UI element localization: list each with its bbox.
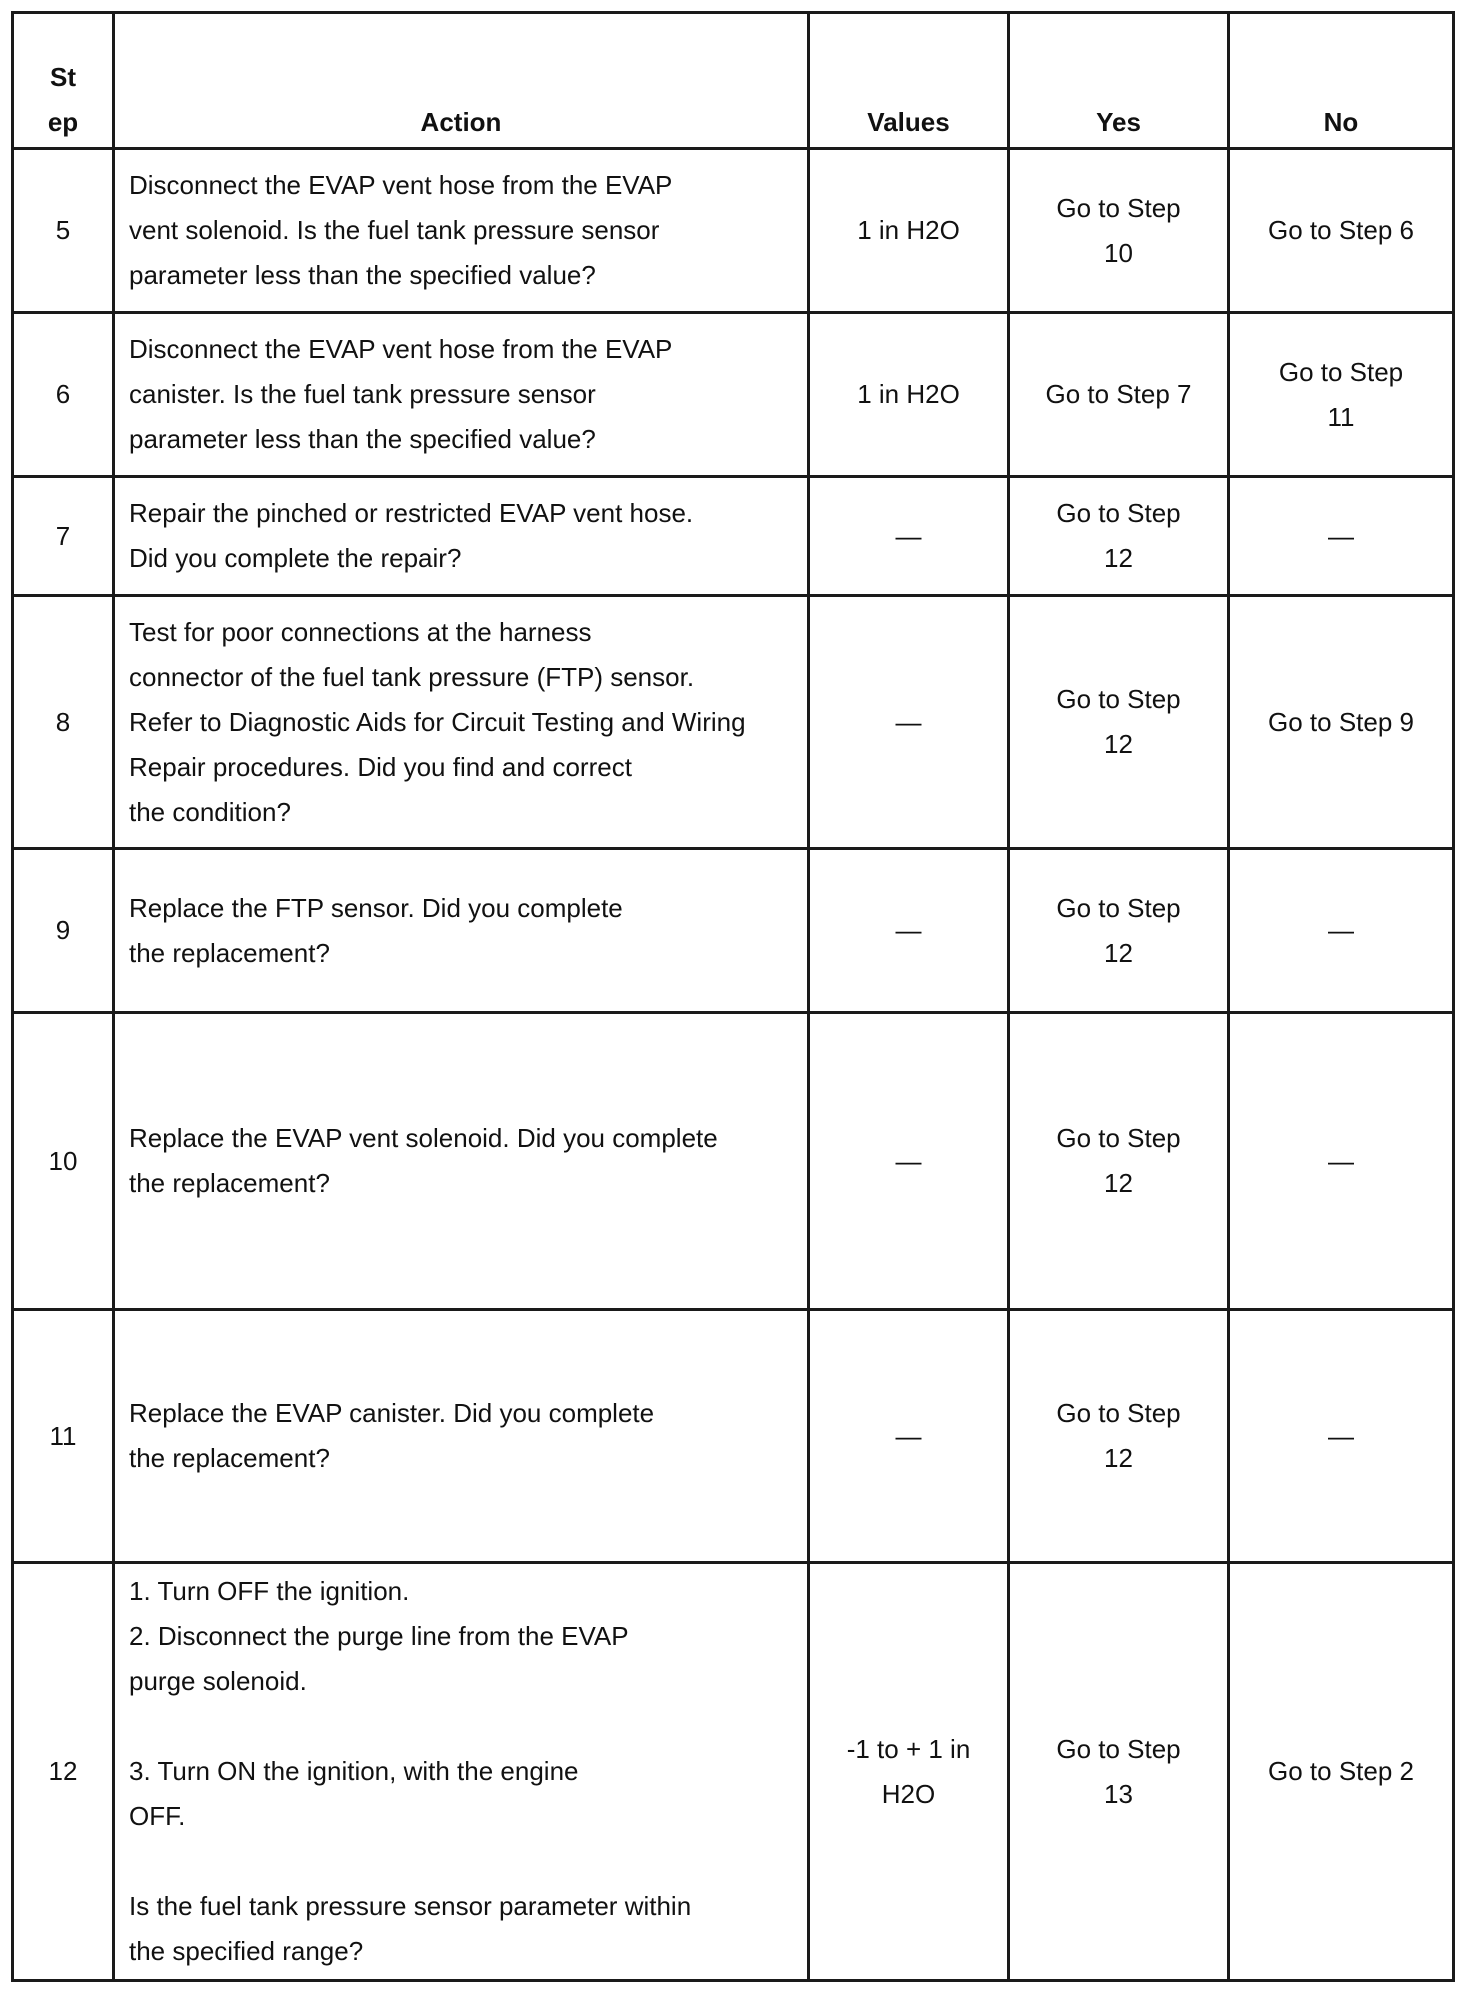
action-line: Replace the EVAP canister. Did you complete (129, 1398, 655, 1428)
no-cell (1229, 1310, 1454, 1563)
yes-line: Go to Step (1056, 684, 1181, 714)
action-text (114, 313, 809, 477)
action-line: 3. Turn ON the ignition, with the engine (129, 1756, 579, 1786)
action-text (114, 1563, 809, 1981)
step-number: 8 (13, 596, 114, 849)
no-line: — (1328, 1145, 1354, 1176)
diagnostic-table (11, 11, 1455, 1982)
yes-line: Go to Step 7 (1045, 379, 1192, 409)
table-row (13, 849, 1454, 1013)
yes-line: Go to Step (1056, 498, 1181, 528)
action-line: 2. Disconnect the purge line from the EVAP (129, 1621, 629, 1651)
value-cell: 1 in H2O (809, 313, 1009, 477)
no-line: — (1328, 915, 1354, 945)
yes-line: 10 (1104, 237, 1133, 268)
no-line: Go to Step (1278, 356, 1404, 387)
yes-line: Go to Step (1056, 1733, 1181, 1764)
action-line: Is the fuel tank pressure sensor parameter within (129, 1891, 692, 1921)
yes-line: Go to Step (1056, 192, 1181, 223)
action-line: Replace the FTP sensor. Did you complete (129, 892, 623, 923)
table-row (13, 1563, 1454, 1981)
action-line: Disconnect the EVAP vent hose from the EVAP (129, 334, 673, 364)
action-line: 1. Turn OFF the ignition. (129, 1576, 410, 1606)
step-number: 11 (13, 1310, 114, 1563)
action-text (114, 849, 809, 1013)
table-row (13, 149, 1454, 313)
yes-line: Go to Step (1056, 892, 1181, 923)
yes-line: Go to Step (1056, 1123, 1181, 1153)
value-cell: — (809, 1310, 1009, 1563)
action-line: Test for poor connections at the harness (129, 616, 592, 647)
action-line: canister. Is the fuel tank pressure sensor (129, 379, 596, 409)
action-line: Repair procedures. Did you find and correct (129, 751, 632, 782)
no-line: — (1328, 1420, 1354, 1451)
action-text (114, 149, 809, 313)
header-row (13, 13, 1454, 149)
header-no: No (1229, 13, 1454, 149)
yes-line: 12 (1104, 1443, 1133, 1473)
yes-cell (1009, 149, 1229, 313)
value-cell: — (809, 596, 1009, 849)
no-cell (1229, 596, 1454, 849)
value-cell: — (809, 849, 1009, 1013)
action-line: vent solenoid. Is the fuel tank pressure sensor (129, 215, 660, 245)
no-line: Go to Step 9 (1268, 706, 1414, 737)
yes-cell (1009, 1563, 1229, 1981)
yes-line: 12 (1104, 1168, 1133, 1198)
yes-cell (1009, 313, 1229, 477)
yes-cell (1009, 1013, 1229, 1310)
no-line: Go to Step 6 (1268, 215, 1414, 245)
no-cell (1229, 477, 1454, 596)
step-number: 7 (13, 477, 114, 596)
value-cell: — (809, 477, 1009, 596)
header-step: St ep (13, 13, 114, 149)
action-line: OFF. (129, 1801, 186, 1831)
action-line (129, 1704, 793, 1749)
table-row (13, 313, 1454, 477)
no-cell (1229, 849, 1454, 1013)
action-line: the condition? (129, 796, 291, 827)
table-row (13, 1310, 1454, 1563)
action-line: Repair the pinched or restricted EVAP vent hose. (129, 498, 694, 528)
no-cell (1229, 1563, 1454, 1981)
action-text (114, 596, 809, 849)
action-line: the replacement? (129, 1168, 330, 1198)
step-number: 9 (13, 849, 114, 1013)
header-yes: Yes (1009, 13, 1229, 149)
action-text (114, 1310, 809, 1563)
action-text (114, 1013, 809, 1310)
step-number: 12 (13, 1563, 114, 1981)
action-line: the replacement? (129, 937, 330, 968)
value-cell: — (809, 1013, 1009, 1310)
table-row (13, 596, 1454, 849)
yes-line: 13 (1104, 1778, 1133, 1809)
action-text (114, 477, 809, 596)
action-line: Disconnect the EVAP vent hose from the EVAP (129, 170, 673, 200)
action-line: Replace the EVAP vent solenoid. Did you complete (129, 1123, 718, 1153)
action-line: parameter less than the specified value? (129, 260, 596, 290)
yes-line: Go to Step (1056, 1398, 1181, 1428)
yes-cell (1009, 596, 1229, 849)
no-cell (1229, 1013, 1454, 1310)
yes-cell (1009, 849, 1229, 1013)
yes-cell (1009, 477, 1229, 596)
value-cell: 1 in H2O (809, 149, 1009, 313)
no-line: Go to Step 2 (1268, 1756, 1414, 1786)
no-line: 11 (1327, 401, 1355, 432)
yes-cell (1009, 1310, 1229, 1563)
yes-line: 12 (1104, 729, 1133, 759)
yes-line: 12 (1104, 543, 1133, 573)
step-number: 6 (13, 313, 114, 477)
action-line: parameter less than the specified value? (129, 424, 596, 454)
table-row (13, 1013, 1454, 1310)
action-line: the replacement? (129, 1443, 330, 1473)
action-line: connector of the fuel tank pressure (FTP) sensor. (129, 661, 695, 692)
action-line: the specified range? (129, 1936, 364, 1966)
header-action: Action (114, 13, 809, 149)
header-values: Values (809, 13, 1009, 149)
no-line: — (1328, 520, 1354, 551)
action-line: Did you complete the repair? (129, 543, 462, 573)
no-cell (1229, 149, 1454, 313)
action-line: purge solenoid. (129, 1666, 307, 1696)
no-cell (1229, 313, 1454, 477)
value-cell: -1 to + 1 in H2O (809, 1563, 1009, 1981)
step-number: 10 (13, 1013, 114, 1310)
action-line (129, 1839, 793, 1884)
step-number: 5 (13, 149, 114, 313)
table-row (13, 477, 1454, 596)
yes-line: 12 (1104, 937, 1133, 968)
action-line: Refer to Diagnostic Aids for Circuit Testing and Wiring (129, 706, 746, 737)
